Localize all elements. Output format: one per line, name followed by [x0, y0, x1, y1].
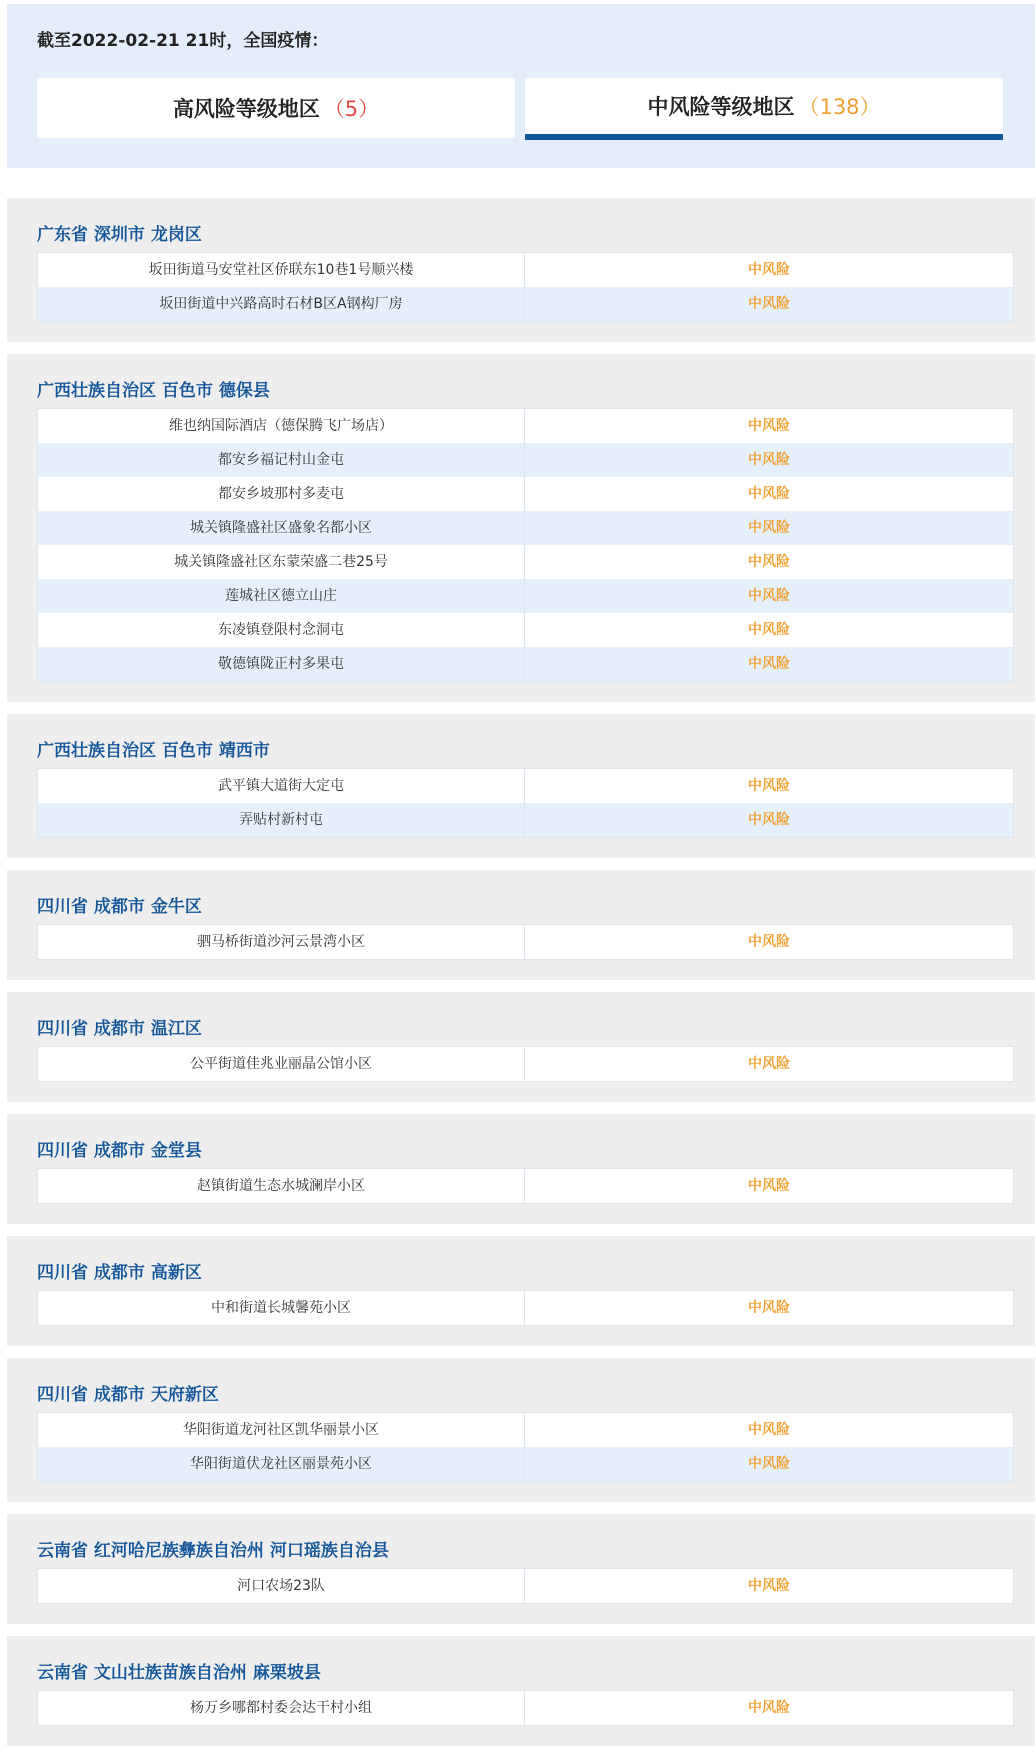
- place-name: 维也纳国际酒店（德保腾飞广场店）: [38, 409, 525, 443]
- region-group: [7, 992, 1035, 1102]
- place-name: 敬德镇陇正村多果屯: [38, 647, 525, 681]
- tab-medium-risk-count: （138）: [798, 95, 881, 119]
- region-title: 四川省 成都市 温江区: [37, 1019, 202, 1039]
- place-name: 弄贴村新村屯: [38, 803, 525, 837]
- region-title: 四川省 成都市 金牛区: [37, 897, 202, 917]
- region-group: [7, 714, 1035, 858]
- place-name: 坂田街道马安堂社区侨联东10巷1号顺兴楼: [38, 253, 525, 287]
- table-row: [38, 545, 1013, 579]
- table-row: [38, 409, 1013, 443]
- risk-level: 中风险: [748, 554, 790, 570]
- region-table: [37, 1568, 1014, 1604]
- tab-high-risk[interactable]: [37, 78, 515, 138]
- region-table: [37, 1412, 1014, 1482]
- risk-level: 中风险: [748, 1300, 790, 1316]
- place-name: 坂田街道中兴路高时石材B区A钢构厂房: [38, 287, 525, 321]
- place-name: 武平镇大道街大定屯: [38, 769, 525, 803]
- risk-level: 中风险: [748, 778, 790, 794]
- place-name: 东凌镇登限村念洞屯: [38, 613, 525, 647]
- table-row: [38, 253, 1013, 287]
- risk-level: 中风险: [748, 1578, 790, 1594]
- table-row: [38, 613, 1013, 647]
- table-row: [38, 1447, 1013, 1481]
- region-table: [37, 1690, 1014, 1726]
- region-group: [7, 1114, 1035, 1224]
- risk-level: 中风险: [748, 588, 790, 604]
- place-name: 华阳街道龙河社区凯华丽景小区: [38, 1413, 525, 1447]
- place-name: 赵镇街道生态水城澜岸小区: [38, 1169, 525, 1203]
- region-table: [37, 1290, 1014, 1326]
- region-title: 广西壮族自治区 百色市 德保县: [37, 381, 270, 401]
- region-group: [7, 198, 1035, 342]
- table-row: [38, 287, 1013, 321]
- region-title: 云南省 红河哈尼族彝族自治州 河口瑶族自治县: [37, 1541, 389, 1561]
- region-title: 四川省 成都市 天府新区: [37, 1385, 219, 1405]
- region-table: [37, 252, 1014, 322]
- risk-level: 中风险: [748, 452, 790, 468]
- risk-level: 中风险: [748, 656, 790, 672]
- risk-level: 中风险: [748, 812, 790, 828]
- risk-level: 中风险: [748, 486, 790, 502]
- region-table: [37, 924, 1014, 960]
- place-name: 都安乡福记村山金屯: [38, 443, 525, 477]
- table-row: [38, 443, 1013, 477]
- region-title: 广东省 深圳市 龙岗区: [37, 225, 202, 245]
- region-title: 四川省 成都市 高新区: [37, 1263, 202, 1283]
- place-name: 河口农场23队: [38, 1569, 525, 1603]
- risk-level: 中风险: [748, 1700, 790, 1716]
- place-name: 都安乡坡那村多麦屯: [38, 477, 525, 511]
- region-table: [37, 1168, 1014, 1204]
- table-row: [38, 1413, 1013, 1447]
- table-row: [38, 925, 1013, 959]
- table-row: [38, 647, 1013, 681]
- region-group: [7, 1236, 1035, 1346]
- risk-level: 中风险: [748, 296, 790, 312]
- risk-level: 中风险: [748, 1178, 790, 1194]
- table-row: [38, 1169, 1013, 1203]
- tab-high-risk-label: 高风险等级地区: [172, 97, 320, 121]
- date-heading: 截至2022-02-21 21时，全国疫情：: [37, 31, 329, 51]
- risk-level: 中风险: [748, 1422, 790, 1438]
- risk-level: 中风险: [748, 1056, 790, 1072]
- table-row: [38, 1691, 1013, 1725]
- tab-medium-risk[interactable]: [525, 78, 1003, 140]
- risk-level: 中风险: [748, 622, 790, 638]
- table-row: [38, 579, 1013, 613]
- table-row: [38, 803, 1013, 837]
- region-group: [7, 1358, 1035, 1502]
- table-row: [38, 1047, 1013, 1081]
- risk-level: 中风险: [748, 1456, 790, 1472]
- table-row: [38, 511, 1013, 545]
- region-group: [7, 1636, 1035, 1746]
- region-group: [7, 1514, 1035, 1624]
- region-title: 广西壮族自治区 百色市 靖西市: [37, 741, 270, 761]
- risk-level: 中风险: [748, 262, 790, 278]
- region-table: [37, 1046, 1014, 1082]
- risk-level: 中风险: [748, 934, 790, 950]
- region-title: 四川省 成都市 金堂县: [37, 1141, 202, 1161]
- risk-level: 中风险: [748, 418, 790, 434]
- place-name: 华阳街道伏龙社区丽景苑小区: [38, 1447, 525, 1481]
- place-name: 城关镇隆盛社区东蒙荣盛二巷25号: [38, 545, 525, 579]
- table-row: [38, 477, 1013, 511]
- table-row: [38, 769, 1013, 803]
- region-group: [7, 870, 1035, 980]
- region-title: 云南省 文山壮族苗族自治州 麻栗坡县: [37, 1663, 321, 1683]
- risk-level: 中风险: [748, 520, 790, 536]
- place-name: 中和街道长城馨苑小区: [38, 1291, 525, 1325]
- region-table: [37, 768, 1014, 838]
- region-table: [37, 408, 1014, 682]
- header-panel: [7, 4, 1035, 168]
- place-name: 城关镇隆盛社区盛象名都小区: [38, 511, 525, 545]
- place-name: 杨万乡哪都村委会达干村小组: [38, 1691, 525, 1725]
- place-name: 莲城社区德立山庄: [38, 579, 525, 613]
- place-name: 驷马桥街道沙河云景湾小区: [38, 925, 525, 959]
- tab-high-risk-count: （5）: [323, 97, 380, 121]
- table-row: [38, 1569, 1013, 1603]
- region-group: [7, 354, 1035, 702]
- table-row: [38, 1291, 1013, 1325]
- place-name: 公平街道佳兆业丽晶公馆小区: [38, 1047, 525, 1081]
- tab-medium-risk-label: 中风险等级地区: [647, 95, 795, 119]
